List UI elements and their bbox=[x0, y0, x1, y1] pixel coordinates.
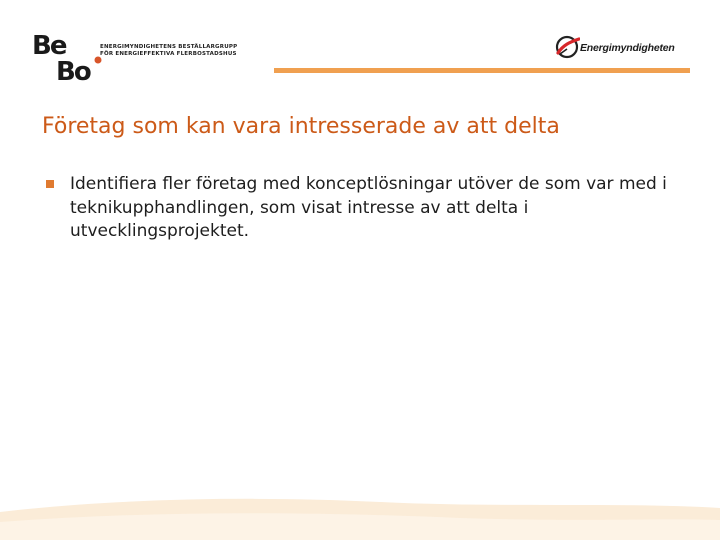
bebo-tagline bbox=[100, 44, 260, 58]
footer-wave-decoration bbox=[0, 492, 720, 540]
energimyndigheten-name: Energimyndigheten bbox=[580, 42, 675, 54]
bebo-tagline-line1: ENERGIMYNDIGHETENS BESTÄLLARGRUPP bbox=[100, 44, 238, 50]
bebo-logo-mark bbox=[32, 30, 104, 82]
bullet-list bbox=[46, 173, 686, 244]
energimyndigheten-logo bbox=[554, 34, 684, 60]
bebo-tagline-line2: FÖR ENERGIEFFEKTIVA FLERBOSTADSHUS bbox=[100, 51, 237, 57]
svg-text:Bo: Bo bbox=[56, 57, 90, 82]
bullet-text: Identifiera fler företag med konceptlösningar utöver de som var med i teknikupphandlingen, som visat intresse av att delta i utvecklingsprojektet. bbox=[70, 174, 667, 241]
bullet-item bbox=[46, 173, 686, 244]
svg-text:Be: Be bbox=[32, 31, 66, 61]
square-bullet-icon bbox=[46, 180, 54, 188]
header-divider bbox=[274, 68, 690, 73]
slide-header bbox=[0, 0, 720, 80]
slide-title: Företag som kan vara intresserade av att delta bbox=[42, 114, 560, 139]
energimyndigheten-mark-icon bbox=[554, 34, 580, 60]
